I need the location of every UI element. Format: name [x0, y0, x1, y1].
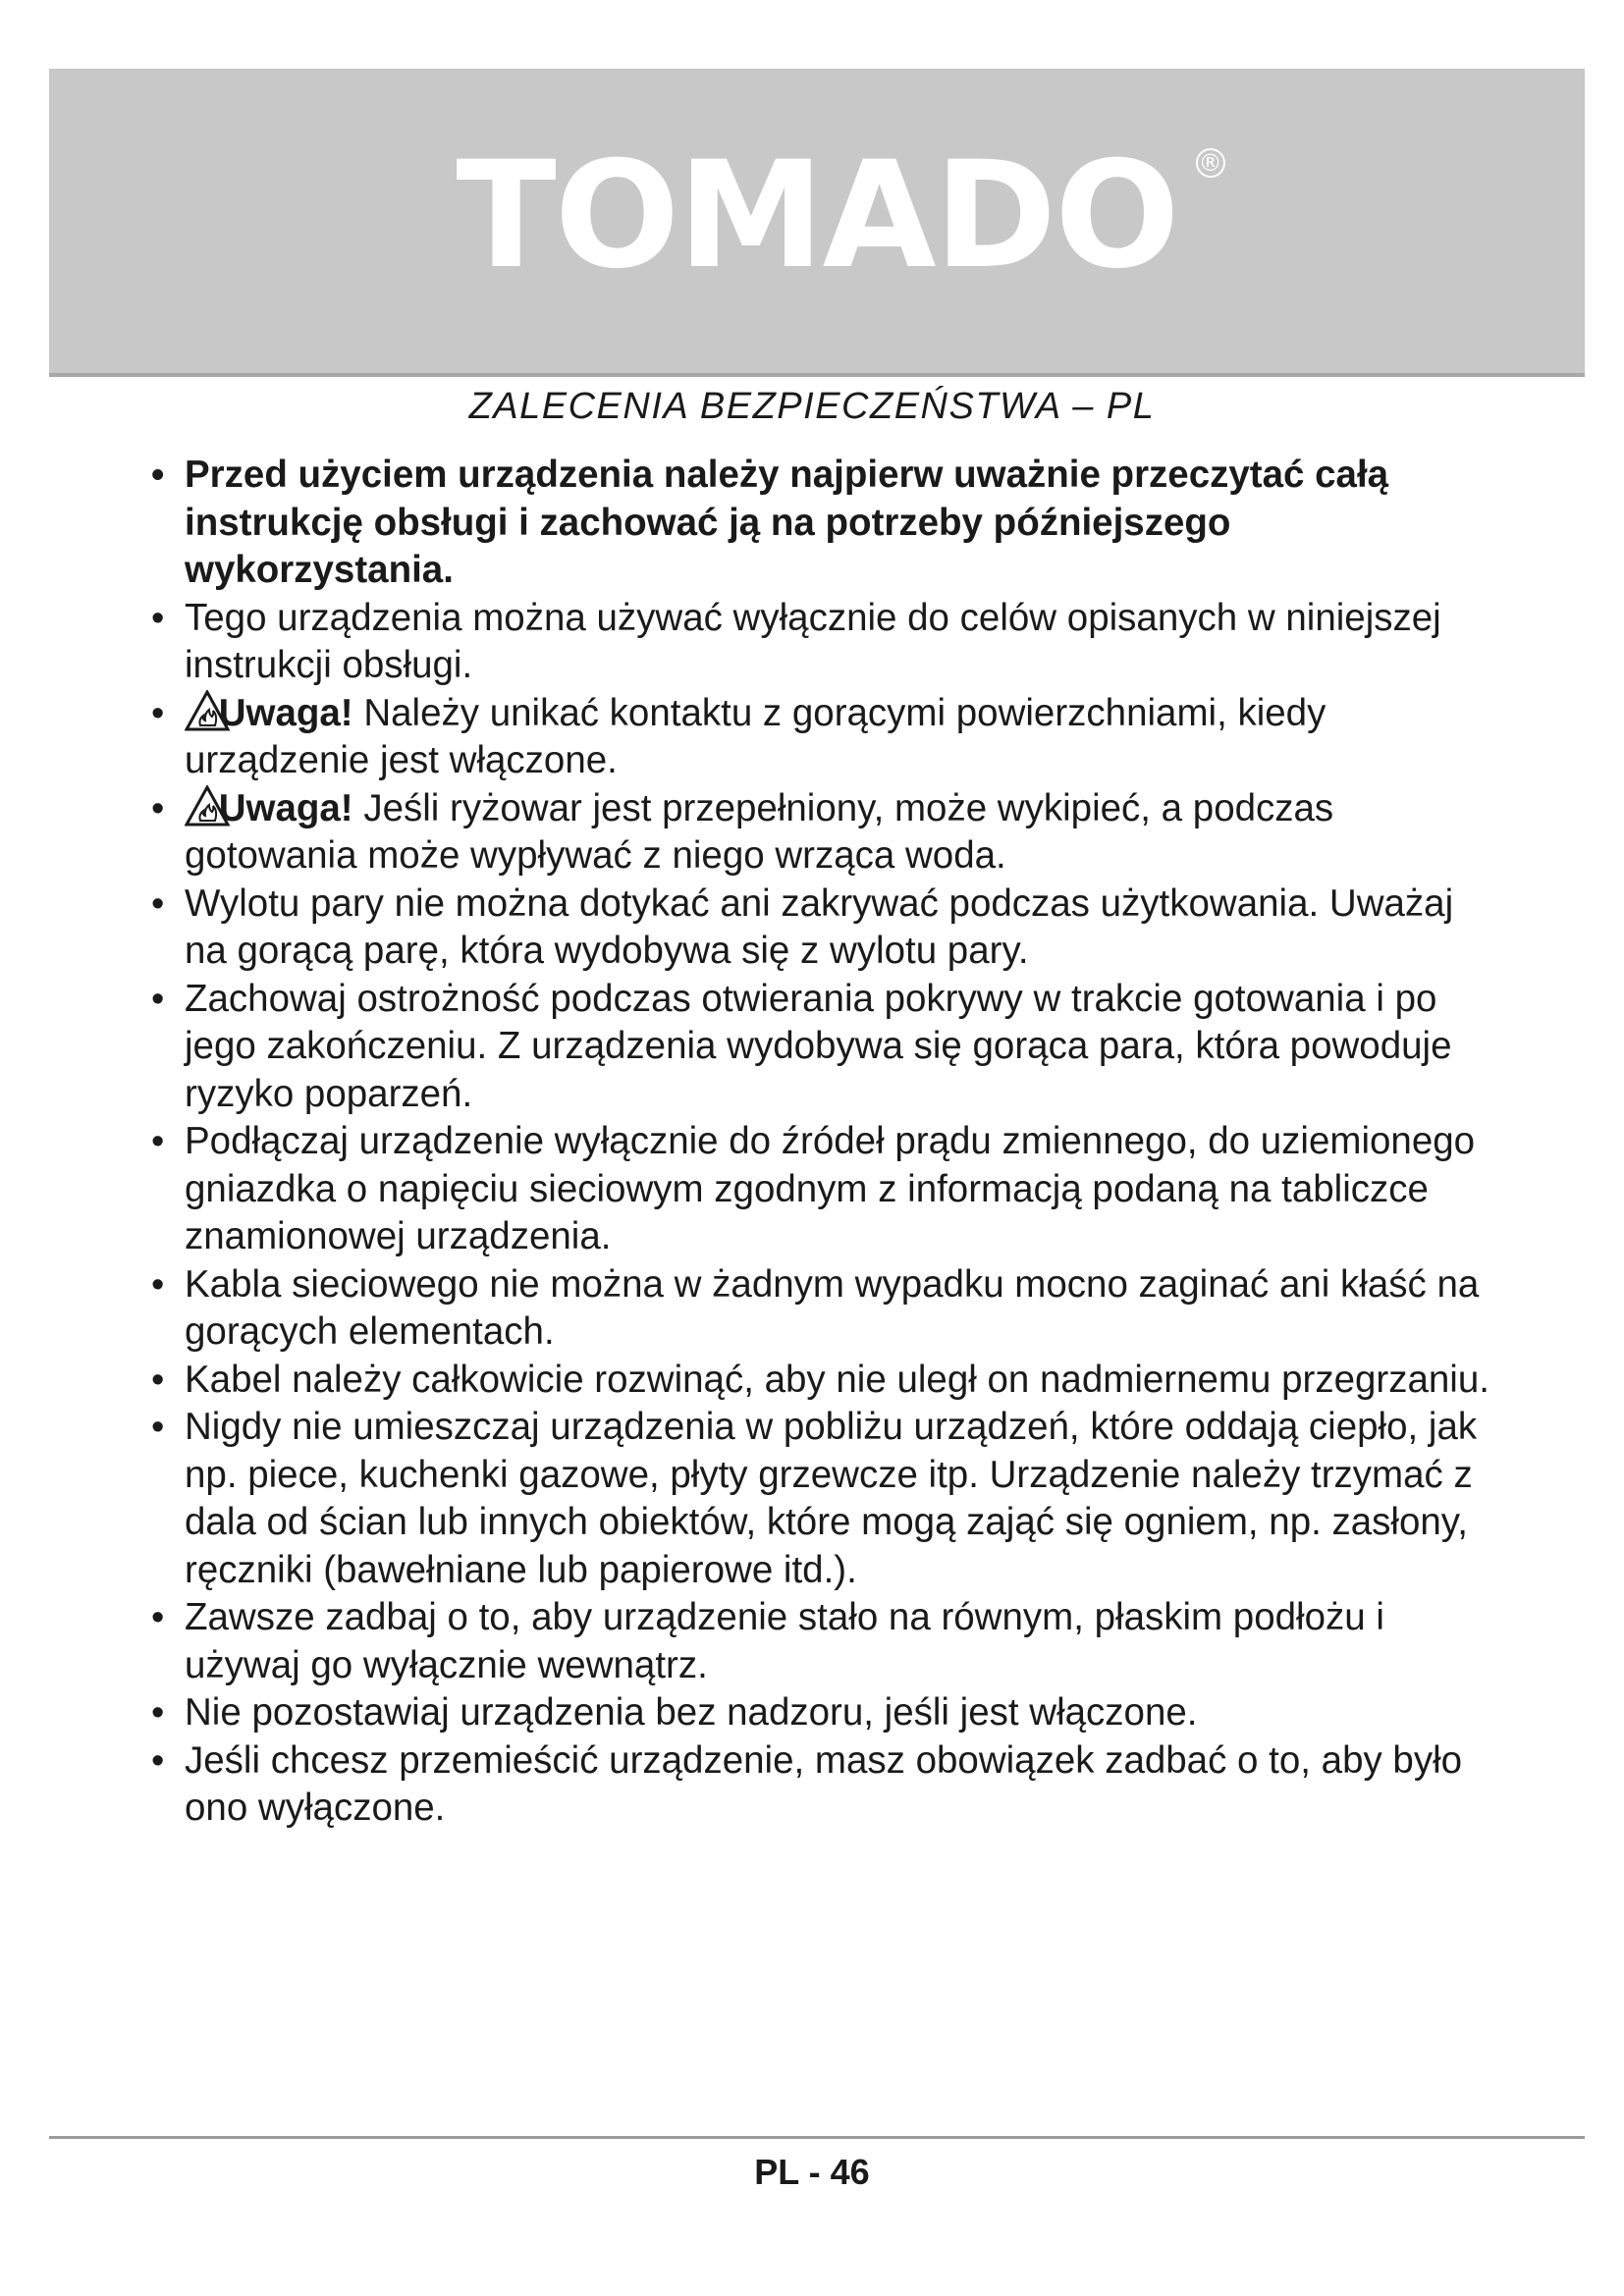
list-item-text: Kabla sieciowego nie można w żadnym wypadku mocno zaginać ani kłaść na gorących elementach. — [185, 1262, 1480, 1353]
list-item — [151, 1357, 1492, 1405]
list-item-warning — [151, 690, 1492, 785]
list-item-text: Kabel należy całkowicie rozwinąć, aby nie uległ on nadmiernemu przegrzaniu. — [185, 1358, 1489, 1401]
page-title: ZALECENIA BEZPIECZEŃSTWA – PL — [468, 386, 1156, 427]
warning-label: Uwaga! — [218, 691, 353, 734]
list-item — [151, 1118, 1492, 1261]
bullet: • — [151, 1739, 165, 1782]
bullet: • — [151, 454, 165, 496]
tomado-logo — [456, 131, 1222, 301]
bullet: • — [151, 882, 165, 925]
bullet: • — [151, 1597, 165, 1638]
list-item — [151, 976, 1492, 1119]
list-item-text: Przed użyciem urządzenia należy najpierw uważnie przeczytać całą instrukcję obsługi i zachować ją na potrzeby późniejszego wykorzystania. — [185, 454, 1389, 591]
list-item — [151, 1689, 1492, 1737]
list-item-text: Należy unikać kontaktu z gorącymi powierzchniami, kiedy urządzenie jest włączone. — [185, 691, 1326, 781]
warning-label: Uwaga! — [218, 786, 353, 829]
list-item — [151, 452, 1492, 595]
bullet: • — [151, 787, 165, 829]
list-item-text: Zawsze zadbaj o to, aby urządzenie stało na równym, płaskim podłożu i używaj go wyłącznie wewnątrz. — [185, 1596, 1384, 1686]
list-item-text: Jeśli chcesz przemieścić urządzenie, masz obowiązek zadbać o to, aby było ono wyłączone. — [185, 1738, 1463, 1829]
list-item — [151, 1737, 1492, 1833]
list-item-text: Jeśli ryżowar jest przepełniony, może wykipieć, a podczas gotowania może wypływać z niego wrząca woda. — [185, 786, 1334, 877]
list-item-text: Tego urządzenia można używać wyłącznie do celów opisanych w niniejszej instrukcji obsługi. — [185, 596, 1441, 686]
bullet: • — [151, 1692, 165, 1734]
registered-mark: ® — [1196, 148, 1225, 178]
list-item-text: Wylotu pary nie można dotykać ani zakrywać podczas użytkowania. Uważaj na gorącą parę, która wydobywa się z wylotu pary. — [185, 881, 1454, 972]
list-item — [151, 1594, 1492, 1689]
list-item — [151, 1404, 1492, 1594]
safety-list — [151, 452, 1492, 1833]
bullet: • — [151, 1359, 165, 1401]
list-item — [151, 1261, 1492, 1357]
list-item — [151, 595, 1492, 690]
bullet: • — [151, 1263, 165, 1306]
footer-divider — [49, 2136, 1585, 2139]
logo-text: TOMADO — [456, 131, 1178, 301]
bullet: • — [151, 1407, 165, 1448]
list-item-text: Nigdy nie umieszczaj urządzenia w pobliżu urządzeń, które oddają ciepło, jak np. piece, kuchenki gazowe, płyty grzewcze itp. Urządzenie należy trzymać z dala od ścian lub innych obiektów, które mogą zająć się ogniem, np. zasłony, ręczniki (bawełniane lub papierowe itd.). — [185, 1406, 1478, 1591]
bullet: • — [151, 692, 165, 734]
list-item-text: Podłączaj urządzenie wyłącznie do źródeł prądu zmiennego, do uziemionego gniazdka o napięciu sieciowym zgodnym z informacją podaną na tabliczce znamionowej urządzenia. — [185, 1120, 1476, 1257]
list-item-text: Nie pozostawiaj urządzenia bez nadzoru, jeśli jest włączone. — [185, 1691, 1198, 1734]
list-item-warning — [151, 785, 1492, 881]
page-number: PL - 46 — [754, 2152, 870, 2192]
list-item — [151, 881, 1492, 976]
list-item-text: Zachowaj ostrożność podczas otwierania pokrywy w trakcie gotowania i po jego zakończeniu. Z urządzenia wydobywa się gorąca para, która powoduje ryzyko poparzeń. — [185, 977, 1452, 1115]
bullet: • — [151, 597, 165, 639]
header-band — [49, 69, 1585, 377]
bullet: • — [151, 1121, 165, 1162]
bullet: • — [151, 978, 165, 1020]
